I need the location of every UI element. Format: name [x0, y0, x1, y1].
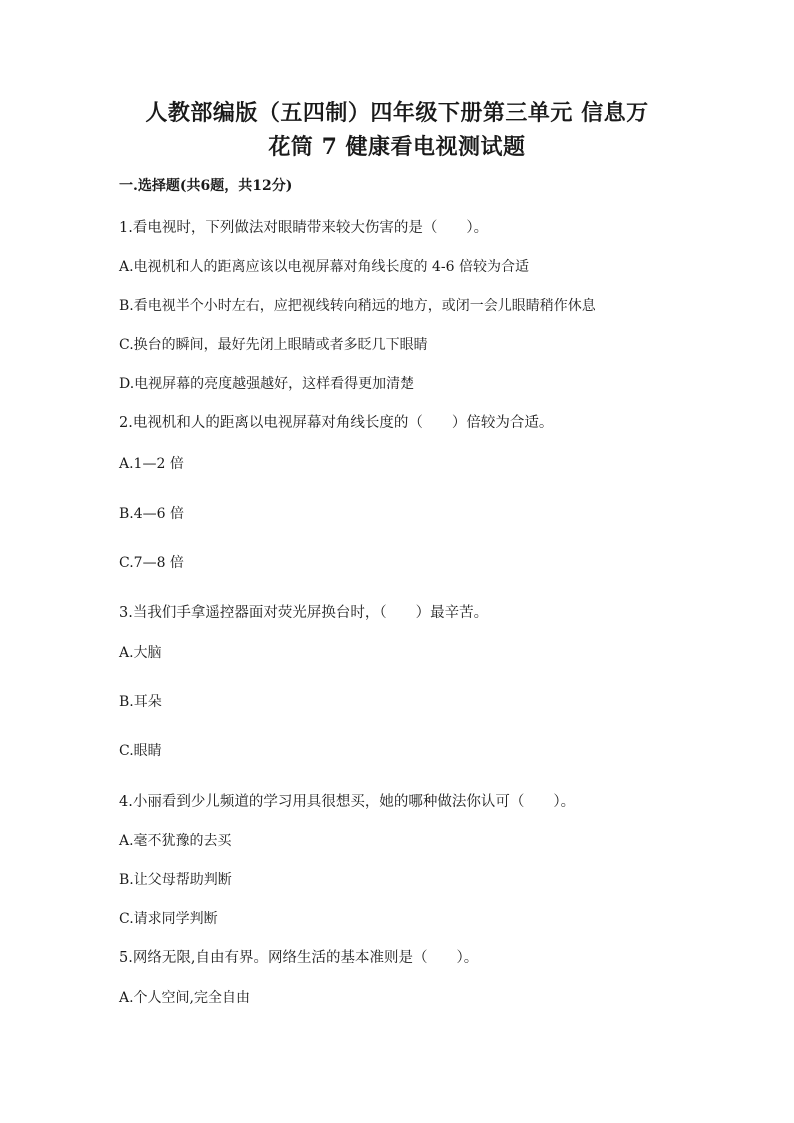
- question-3-option-b: B.耳朵: [119, 694, 162, 710]
- question-5-stem: 5.网络无限,自由有界。网络生活的基本准则是（ ）。: [119, 950, 479, 966]
- question-2-option-b: B.4—6 倍: [119, 506, 185, 522]
- section-heading: 一.选择题(共6题，共12分): [119, 178, 293, 194]
- question-4-stem: 4.小丽看到少儿频道的学习用具很想买，她的哪种做法你认可（ ）。: [119, 794, 576, 810]
- question-1-option-d: D.电视屏幕的亮度越强越好，这样看得更加清楚: [119, 376, 415, 392]
- question-2-option-a: A.1—2 倍: [119, 456, 184, 472]
- title-line-2: 花筒 7 健康看电视测试题: [268, 134, 526, 160]
- question-2-stem: 2.电视机和人的距离以电视屏幕对角线长度的（ ）倍较为合适。: [119, 415, 554, 431]
- question-4-option-b: B.让父母帮助判断: [119, 872, 232, 888]
- question-4-option-c: C.请求同学判断: [119, 911, 218, 927]
- question-4-option-a: A.毫不犹豫的去买: [119, 833, 232, 849]
- question-2-option-c: C.7—8 倍: [119, 555, 184, 571]
- question-3-option-c: C.眼睛: [119, 743, 162, 759]
- question-1-option-b: B.看电视半个小时左右，应把视线转向稍远的地方，或闭一会儿眼睛稍作休息: [119, 298, 596, 314]
- question-1-option-a: A.电视机和人的距离应该以电视屏幕对角线长度的 4-6 倍较为合适: [119, 259, 530, 275]
- page-title: [0, 96, 794, 164]
- title-line-1: 人教部编版（五四制）四年级下册第三单元 信息万: [145, 100, 649, 126]
- question-3-stem: 3.当我们手拿遥控器面对荧光屏换台时，（ ）最辛苦。: [119, 605, 489, 621]
- question-5-option-a: A.个人空间,完全自由: [119, 990, 251, 1006]
- question-1-option-c: C.换台的瞬间，最好先闭上眼睛或者多眨几下眼睛: [119, 337, 428, 353]
- question-1-stem: 1.看电视时，下列做法对眼睛带来较大伤害的是（ ）。: [119, 220, 489, 236]
- question-3-option-a: A.大脑: [119, 645, 162, 661]
